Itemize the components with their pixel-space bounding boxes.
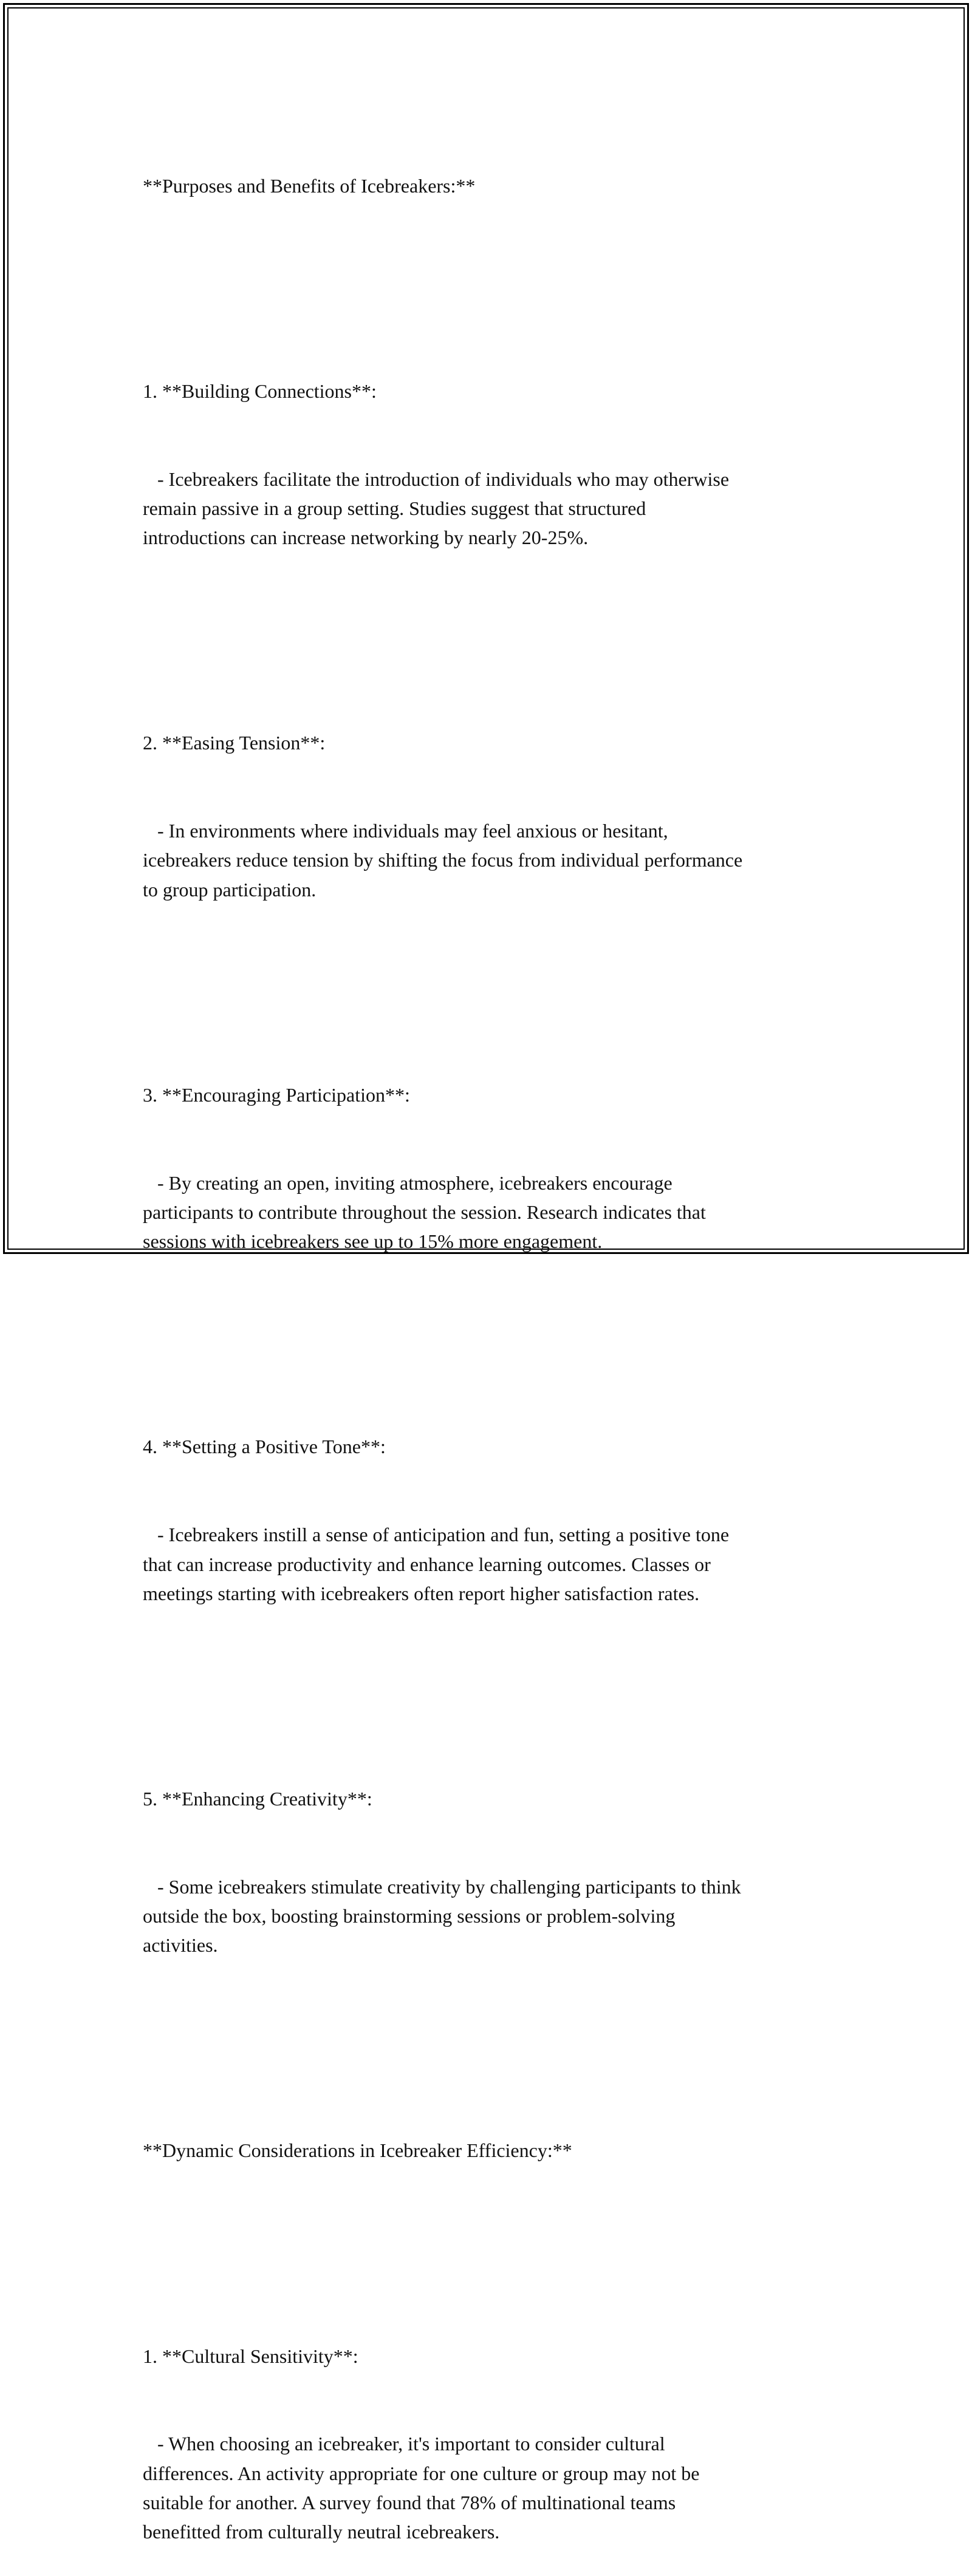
list-item-title: 1. **Cultural Sensitivity**:: [143, 2345, 358, 2367]
spacer: [143, 1315, 847, 1344]
spacer: [143, 1667, 847, 1696]
document-body: [143, 112, 847, 2576]
spacer: [143, 2019, 847, 2048]
list-item-body: - By creating an open, inviting atmosphere, icebreakers encourage participants to contribute throughout the session. Research indicates that sessions with icebreakers see up to 15% more engagement.: [143, 1171, 706, 1253]
list-item-body: - Icebreakers facilitate the introduction of individuals who may otherwise remain passive in a group setting. Studies suggest that structured introductions can increase networking by nearly 20-25%.: [143, 468, 730, 549]
list-item-body: - Some icebreakers stimulate creativity by challenging participants to think outside the box, boosting brainstorming sessions or problem-solving activities.: [143, 1875, 741, 1957]
list-item-body: - In environments where individuals may feel anxious or hesitant, icebreakers reduce tension by shifting the focus from individual performance to group participation.: [143, 820, 743, 901]
spacer: [143, 259, 847, 288]
list-item-body: - When choosing an icebreaker, it's important to consider cultural differences. An activity appropriate for one culture or group may not be suitable for another. A survey found that 78% of multinational teams benefitted from culturally neutral icebreakers.: [143, 2433, 700, 2543]
list-item-body: - Icebreakers instill a sense of anticipation and fun, setting a positive tone that can increase productivity and enhance learning outcomes. Classes or meetings starting with icebreakers often report higher satisfaction rates.: [143, 1524, 730, 1604]
spacer: [143, 2224, 847, 2253]
section-heading: **Purposes and Benefits of Icebreakers:**: [143, 174, 476, 197]
list-item-title: 5. **Enhancing Creativity**:: [143, 1787, 372, 1810]
list-item-title: 1. **Building Connections**:: [143, 380, 377, 402]
list-item-title: 2. **Easing Tension**:: [143, 732, 326, 754]
list-item-title: 3. **Encouraging Participation**:: [143, 1083, 410, 1106]
spacer: [143, 611, 847, 640]
list-item-title: 4. **Setting a Positive Tone**:: [143, 1436, 386, 1458]
section-heading: **Dynamic Considerations in Icebreaker Efficiency:**: [143, 2139, 572, 2162]
spacer: [143, 963, 847, 992]
